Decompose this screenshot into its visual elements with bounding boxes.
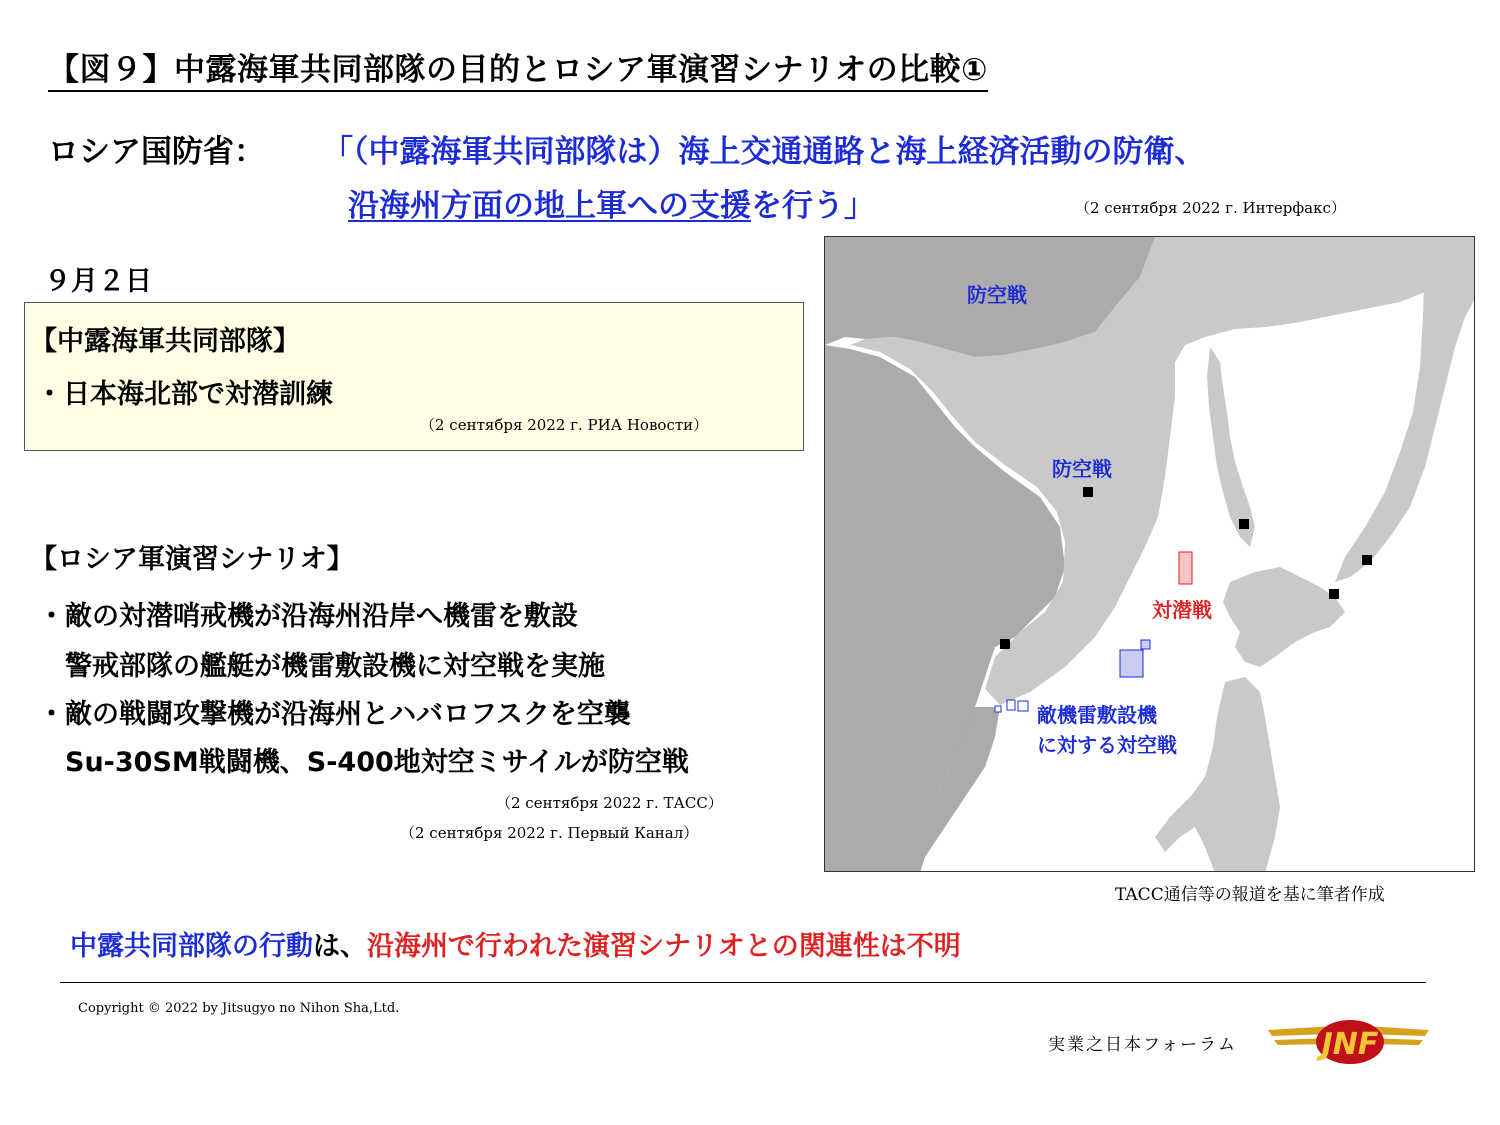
copyright: Copyright © 2022 by Jitsugyo no Nihon Sha,Ltd. bbox=[78, 1001, 400, 1016]
jnf-logo-svg bbox=[1266, 1012, 1431, 1072]
scenario-line: 警戒部隊の艦艇が機雷敷設機に対空戦を実施 bbox=[38, 651, 605, 682]
map-label-air-defense-north: 防空戦 bbox=[967, 283, 1027, 307]
scenario-source-channel1: （2 сентября 2022 г. Первый Канал） bbox=[400, 824, 699, 842]
map-label-air-defense-mid: 防空戦 bbox=[1052, 457, 1112, 481]
location-marker bbox=[1083, 487, 1093, 497]
ministry-quote-line2 bbox=[348, 180, 875, 225]
coast-marker bbox=[995, 706, 1001, 712]
mine-area-large bbox=[1120, 650, 1143, 677]
scenario-line: ・敵の戦闘攻撃機が沿海州とハバロフスクを空襲 bbox=[38, 699, 631, 730]
joint-force-source: （2 сентября 2022 г. РИА Новости） bbox=[420, 416, 709, 434]
conclusion-statement: 沿海州で行われた演習シナリオとの関連性は不明 bbox=[367, 931, 961, 962]
event-date: ９月２日 bbox=[44, 266, 152, 297]
map-credit: TACC通信等の報道を基に筆者作成 bbox=[1115, 885, 1385, 905]
forum-name: 実業之日本フォーラム bbox=[1048, 1035, 1237, 1055]
location-marker bbox=[1362, 555, 1372, 565]
page-title: 【図９】中露海軍共同部隊の目的とロシア軍演習シナリオの比較① bbox=[48, 44, 988, 92]
jnf-logo bbox=[1266, 1012, 1431, 1072]
coast-marker bbox=[1007, 700, 1015, 710]
hokkaido-shape bbox=[1223, 567, 1345, 667]
quote-rest-text: を行う」 bbox=[751, 188, 875, 224]
quote-underlined-text: 沿海州方面の地上軍への支援 bbox=[348, 188, 751, 224]
coast-marker bbox=[1018, 701, 1028, 711]
footer-divider bbox=[60, 982, 1426, 983]
map-svg bbox=[825, 237, 1475, 872]
mine-area-small bbox=[1141, 640, 1150, 649]
jnf-logo-text: JNF bbox=[1321, 1027, 1379, 1062]
region-map bbox=[824, 236, 1475, 872]
asw-area bbox=[1179, 552, 1192, 584]
scenario-source-tass: （2 сентября 2022 г. ТАСС） bbox=[496, 794, 723, 812]
scenario-heading: 【ロシア軍演習シナリオ】 bbox=[30, 544, 354, 575]
sakhalin-shape bbox=[1207, 347, 1255, 547]
joint-force-item: ・日本海北部で対潜訓練 bbox=[36, 379, 333, 410]
location-marker bbox=[1329, 589, 1339, 599]
joint-force-heading: 【中露海軍共同部隊】 bbox=[30, 326, 300, 357]
map-label-mine-line2: に対する対空戦 bbox=[1037, 733, 1177, 757]
location-marker bbox=[1239, 519, 1249, 529]
scenario-line: ・敵の対潜哨戒機が沿海州沿岸へ機雷を敷設 bbox=[38, 601, 578, 632]
honshu-shape bbox=[1155, 677, 1280, 872]
scenario-line: Su-30SM戦闘機、S-400地対空ミサイルが防空戦 bbox=[38, 747, 689, 778]
map-label-mine-line1: 敵機雷敷設機 bbox=[1037, 703, 1157, 727]
ministry-label: ロシア国防省： bbox=[48, 134, 265, 170]
conclusion-subject: 中露共同部隊の行動 bbox=[70, 931, 313, 962]
ministry-source: （2 сентября 2022 г. Интерфакс） bbox=[1075, 199, 1346, 217]
map-label-asw: 対潜戦 bbox=[1152, 598, 1212, 622]
ministry-quote-line1: 「（中露海軍共同部隊は）海上交通通路と海上経済活動の防衛、 bbox=[322, 134, 1206, 170]
location-marker bbox=[1000, 639, 1010, 649]
conclusion bbox=[70, 924, 961, 963]
conclusion-particle: は、 bbox=[313, 931, 367, 962]
